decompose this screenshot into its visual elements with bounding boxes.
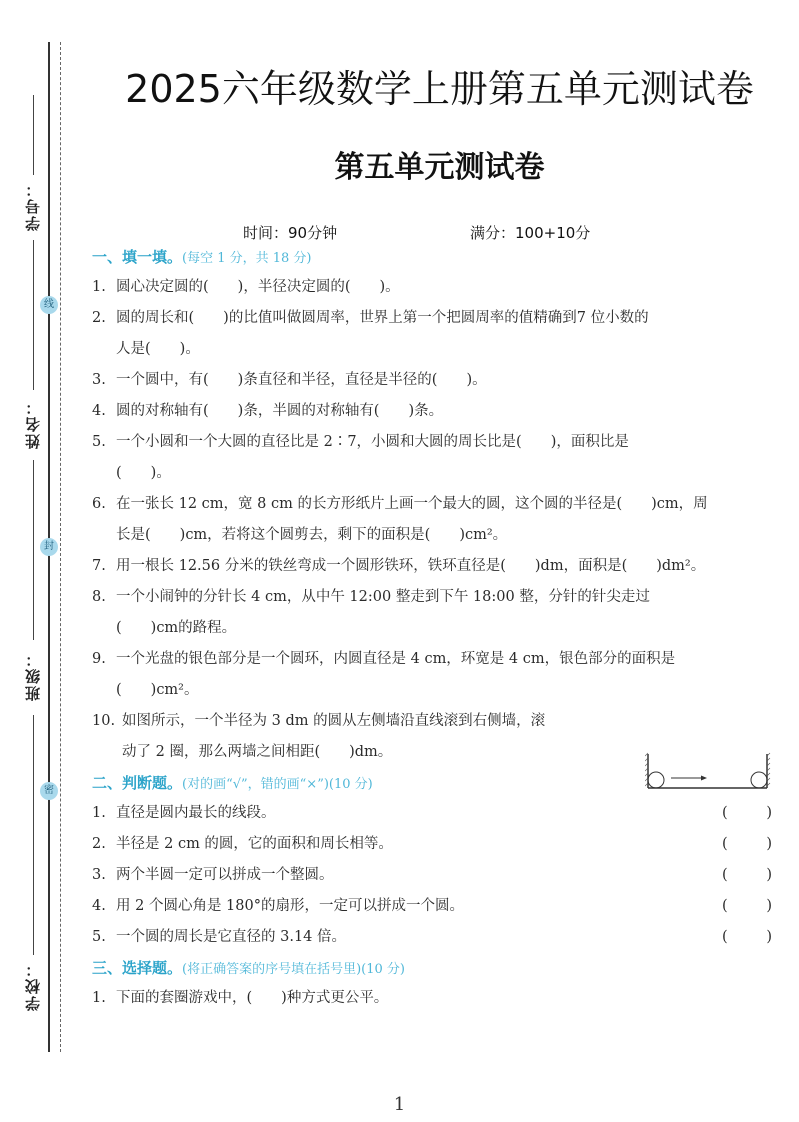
judge-question-1: 1. 直径是圆内最长的线段。 ( ): [92, 798, 782, 829]
question-1-8: 8. 一个小闹钟的分针长 4 cm，从中午 12:00 整走到下午 18:00 整，分针的针尖走过: [92, 589, 650, 605]
binding-marker-line: 线: [40, 296, 58, 314]
answer-bracket[interactable]: ( ): [722, 898, 772, 914]
binding-marker-secret: 密: [40, 782, 58, 800]
answer-bracket[interactable]: ( ): [722, 929, 772, 945]
question-1-8-cont: ( )cm的路程。: [116, 620, 237, 636]
question-1-3: 3. 一个圆中，有( )条直径和半径，直径是半径的( )。: [92, 372, 487, 388]
judge-question-3: 3. 两个半圆一定可以拼成一个整圆。 ( ): [92, 860, 782, 891]
question-1-5-cont: ( )。: [116, 465, 171, 481]
question-1-2-cont: 人是( )。: [116, 341, 200, 357]
question-1-2: 2. 圆的周长和( )的比值叫做圆周率，世界上第一个把圆周率的值精确到7 位小数的: [92, 310, 649, 326]
name-blank-line: [33, 240, 34, 390]
sub-title: 第五单元测试卷: [334, 150, 545, 185]
choice-question-1: 1. 下面的套圈游戏中，( )种方式更公平。: [92, 990, 389, 1006]
question-1-1: 1. 圆心决定圆的( )，半径决定圆的( )。: [92, 279, 400, 295]
question-1-9: 9. 一个光盘的银色部分是一个圆环，内圆直径是 4 cm，环宽是 4 cm，银色部分的面积是: [92, 651, 676, 667]
exam-time: 时间：90分钟: [243, 224, 338, 242]
section-title: 三、选择题。: [92, 959, 183, 977]
main-title: 2025六年级数学上册第五单元测试卷: [125, 67, 754, 111]
left-wall-icon: [645, 753, 648, 788]
exam-content: [92, 242, 782, 1014]
question-1-7: 7. 用一根长 12.56 分米的铁丝弯成一个圆形铁环，铁环直径是( )dm，面积是( )dm²。: [92, 558, 706, 574]
right-wall-icon: [767, 753, 770, 788]
arrow-right-icon: [671, 776, 707, 781]
section-note: (每空 1 分，共 18 分): [182, 251, 312, 266]
question-1-5: 5. 一个小圆和一个大圆的直径比是 2∶7，小圆和大圆的周长比是( )，面积比是: [92, 434, 629, 450]
section-title: 二、判断题。: [92, 774, 183, 792]
judge-question-5: 5. 一个圆的周长是它直径的 3.14 倍。 ( ): [92, 922, 782, 953]
class-label: 班级：: [24, 650, 42, 701]
school-blank-line: [33, 715, 34, 955]
question-1-10: 10. 如图所示，一个半径为 3 dm 的圆从左侧墙沿直线滚到右侧墙，滚: [92, 713, 546, 729]
judge-question-2: 2. 半径是 2 cm 的圆，它的面积和周长相等。 ( ): [92, 829, 782, 860]
student-id-label: 学号：: [24, 180, 42, 231]
answer-bracket[interactable]: ( ): [722, 836, 772, 852]
circle-end-icon: [751, 772, 767, 788]
section-note: (将正确答案的序号填在括号里)(10 分): [182, 962, 405, 977]
rolling-circle-diagram: [645, 752, 771, 794]
question-1-10-cont: 动了 2 圈，那么两墙之间相距( )dm。: [122, 744, 393, 760]
binding-marker-seal: 封: [40, 538, 58, 556]
binding-line-dashed: [60, 42, 61, 1052]
name-label: 姓名：: [24, 398, 42, 449]
question-1-6: 6. 在一张长 12 cm，宽 8 cm 的长方形纸片上画一个最大的圆，这个圆的半径是( )cm，周: [92, 496, 708, 512]
answer-bracket[interactable]: ( ): [722, 867, 772, 883]
question-1-9-cont: ( )cm²。: [116, 682, 199, 698]
page-number: 1: [393, 1094, 406, 1115]
section-multiple-choice-heading: [92, 953, 782, 983]
section-fill-in-heading: [92, 242, 782, 272]
school-label: 学校：: [24, 960, 42, 1011]
section-note: (对的画“√”，错的画“×”)(10 分): [182, 777, 373, 792]
class-blank-line: [33, 460, 34, 640]
student-id-blank-line: [33, 95, 34, 175]
section-title: 一、填一填。: [92, 248, 183, 266]
circle-start-icon: [648, 772, 664, 788]
question-1-6-cont: 长是( )cm，若将这个圆剪去，剩下的面积是( )cm²。: [116, 527, 508, 543]
answer-bracket[interactable]: ( ): [722, 805, 772, 821]
exam-full-score: 满分：100+10分: [470, 224, 591, 242]
judge-question-4: 4. 用 2 个圆心角是 180°的扇形，一定可以拼成一个圆。 ( ): [92, 891, 782, 922]
question-1-4: 4. 圆的对称轴有( )条，半圆的对称轴有( )条。: [92, 403, 444, 419]
